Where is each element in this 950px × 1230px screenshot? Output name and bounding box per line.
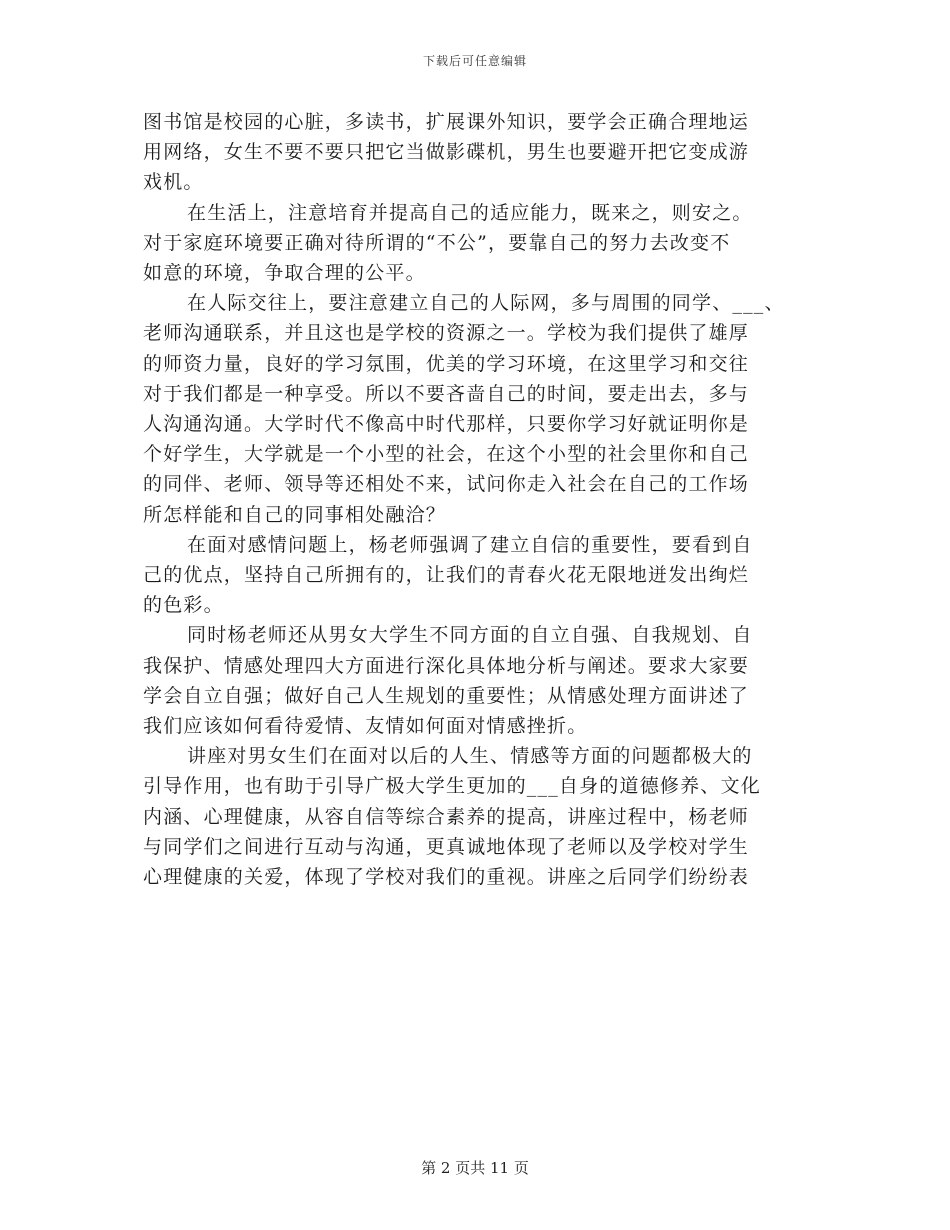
text-line: 讲座对男女生们在面对以后的人生、情感等方面的问题都极大的: [187, 745, 753, 768]
text-line: 图书馆是校园的心脏，多读书，扩展课外知识，要学会正确合理地运: [143, 111, 750, 133]
document-body: [143, 107, 808, 892]
text-line: 同时杨老师还从男女大学生不同方面的自立自强、自我规划、自: [187, 624, 753, 647]
text-line: 如意的环境，争取合理的公平。: [143, 262, 426, 285]
paragraph-5: [143, 620, 808, 741]
paragraph-6: [143, 741, 808, 892]
text-line: 对于我们都是一种享受。所以不要吝啬自己的时间，要走出去，多与: [143, 382, 750, 405]
text-line: 的师资力量，良好的学习氛围，优美的学习环境，在这里学习和交往: [143, 352, 750, 375]
text-line: 己的优点，坚持自己所拥有的，让我们的青春火花无限地迸发出绚烂: [143, 564, 750, 587]
text-line: 引导作用，也有助于引导广极大学生更加的___自身的道德修养、文化: [143, 775, 761, 798]
text-line: 的同伴、老师、领导等还相处不来，试问你走入社会在自己的工作场: [143, 473, 750, 496]
paragraph-4: [143, 530, 808, 621]
text-line: 心理健康的关爱，体现了学校对我们的重视。讲座之后同学们纷纷表: [143, 866, 750, 889]
text-line: 我保护、情感处理四大方面进行深化具体地分析与阐述。要求大家要: [143, 654, 750, 677]
text-line: 个好学生，大学就是一个小型的社会，在这个小型的社会里你和自己: [143, 443, 750, 466]
text-line: 戏机。: [143, 171, 204, 194]
text-line: 内涵、心理健康，从容自信等综合素养的提高，讲座过程中，杨老师: [143, 805, 750, 828]
text-line: 学会自立自强；做好自己人生规划的重要性；从情感处理方面讲述了: [143, 684, 750, 707]
paragraph-1: [143, 107, 808, 198]
text-line: 我们应该如何看待爱情、友情如何面对情感挫折。: [143, 715, 588, 738]
text-line: 的色彩。: [143, 594, 224, 617]
text-line: 在生活上，注意培育并提高自己的适应能力，既来之，则安之。: [187, 201, 753, 224]
text-line: 与同学们之间进行互动与沟通，更真诚地体现了老师以及学校对学生: [143, 835, 750, 858]
text-line: 老师沟通联系，并且这也是学校的资源之一。学校为我们提供了雄厚: [143, 322, 750, 345]
text-line: 所怎样能和自己的同事相处融洽？: [143, 503, 447, 526]
text-line: 在人际交往上，要注意建立自己的人际网，多与周围的同学、___、: [187, 292, 785, 315]
text-line: 用网络，女生不要不要只把它当做影碟机，男生也要避开把它变成游: [143, 141, 750, 164]
paragraph-3: [143, 288, 808, 530]
page-number-footer: 第 2 页共 11 页: [421, 1159, 529, 1177]
text-line: 在面对感情问题上，杨老师强调了建立自信的重要性，要看到自: [187, 533, 753, 556]
text-line: 人沟通沟通。大学时代不像高中时代那样，只要你学习好就证明你是: [143, 413, 750, 436]
page-header: 下载后可任意编辑: [422, 54, 527, 68]
text-line: 对于家庭环境要正确对待所谓的“不公”，要靠自己的努力去改变不: [143, 231, 731, 254]
paragraph-2: [143, 198, 808, 289]
